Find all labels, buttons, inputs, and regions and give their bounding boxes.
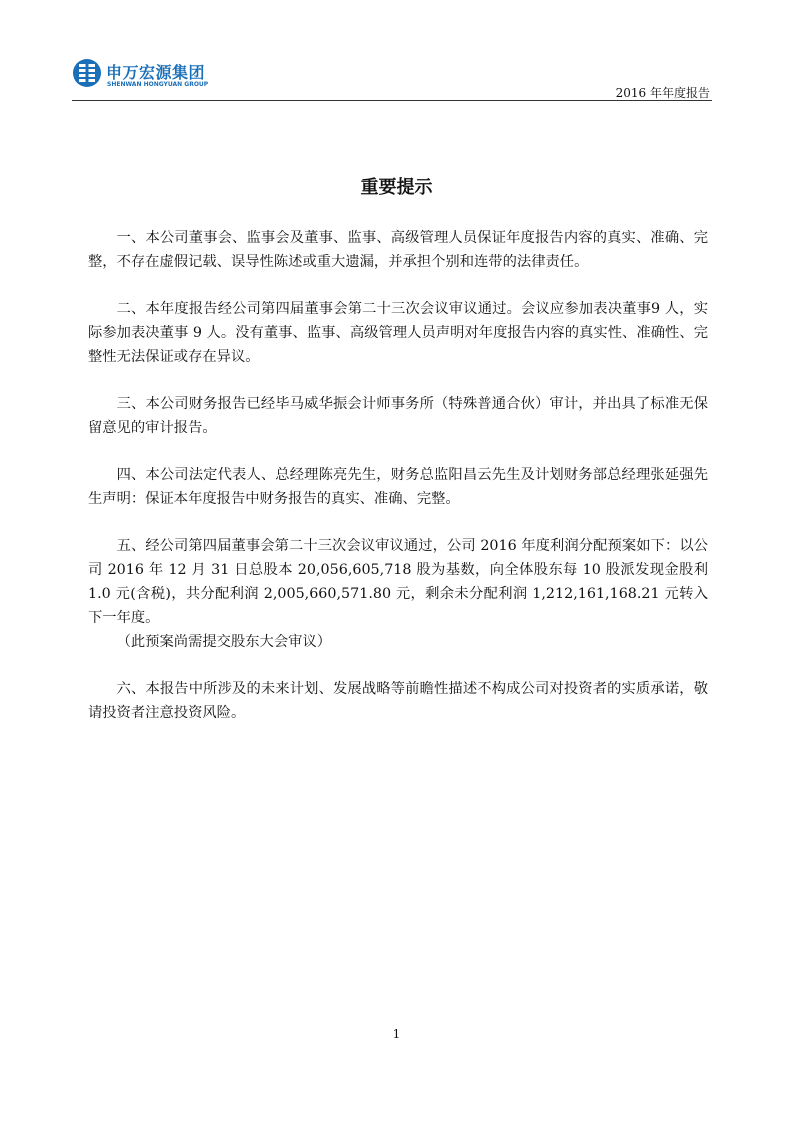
notice-paragraph-6 [88,677,708,725]
logo-chinese-name: 申万宏源集团 [106,63,206,82]
notice-paragraph-1 [88,226,708,274]
page-title: 重要提示 [360,177,433,198]
paragraph-note: （此预案尚需提交股东大会审议） [116,634,332,650]
paragraph-text: 四、本公司法定代表人、总经理陈亮先生，财务总监阳昌云先生及计划财务部总经理张延强先生声明：保证本年度报告中财务报告的真实、准确、完整。 [88,467,708,507]
header-divider [72,100,712,101]
notice-paragraph-2 [88,297,708,369]
paragraph-text: 一、本公司董事会、监事会及董事、监事、高级管理人员保证年度报告内容的真实、准确、完整，不存在虚假记载、误导性陈述或重大遗漏，并承担个别和连带的法律责任。 [88,230,708,270]
paragraph-text: 六、本报告中所涉及的未来计划、发展战略等前瞻性描述不构成公司对投资者的实质承诺，敬请投资者注意投资风险。 [88,681,708,721]
paragraph-text: 二、本年度报告经公司第四届董事会第二十三次会议审议通过。会议应参加表决董事9 人，实际参加表决董事 9 人。没有董事、监事、高级管理人员声明对年度报告内容的真实性、准确性、完整性无法保证或存在异议。 [88,301,708,365]
page-number: 1 [392,1027,401,1041]
logo-mark-icon [72,58,102,88]
notice-paragraph-3 [88,392,708,440]
report-year-label: 2016 年年度报告 [615,86,710,100]
notice-body [88,226,708,748]
notice-paragraph-5 [88,534,708,654]
notice-paragraph-4 [88,463,708,511]
company-logo [72,58,222,94]
logo-english-name: SHENWAN HONGYUAN GROUP [107,81,209,88]
paragraph-text: 五、经公司第四届董事会第二十三次会议审议通过，公司 2016 年度利润分配预案如下：以公司 2016 年 12 月 31 日总股本 20,056,605,718 股为基数，向全体股东每 10 股派发现金股利 1.0 元(含税)，共分配利润 2,005,660,571.80 元，剩余未分配利润 1,212,161,168.21 元转入下一年度。 [88,538,708,626]
paragraph-text: 三、本公司财务报告已经毕马威华振会计师事务所（特殊普通合伙）审计，并出具了标准无保留意见的审计报告。 [88,396,708,436]
page-header [72,56,712,102]
